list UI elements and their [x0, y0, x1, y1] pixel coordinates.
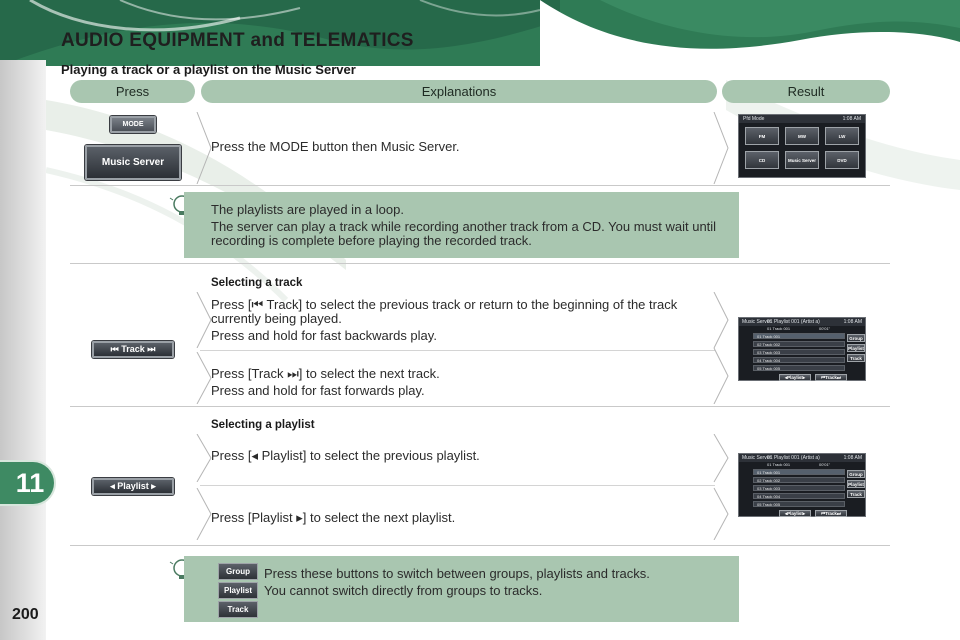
left-rail — [0, 60, 46, 640]
page-title: AUDIO EQUIPMENT and TELEMATICS — [61, 30, 414, 51]
screen-track-button: Track — [847, 490, 865, 498]
screen-track-row: 04 Track 004 — [753, 493, 845, 499]
divider — [70, 263, 890, 264]
screen-elapsed-time: 00'01" — [819, 326, 831, 331]
note-line: You cannot switch directly from groups to tracks. — [264, 583, 543, 598]
group-button[interactable]: Group — [218, 563, 258, 580]
screen-clock: 1:08 AM — [842, 116, 861, 122]
instruction-line: Press and hold for fast forwards play. — [211, 383, 425, 398]
screen-dvd-button: DVD — [825, 151, 859, 169]
screen-track-row: 02 Track 002 — [753, 477, 845, 483]
screen-elapsed-time: 00'01" — [819, 462, 831, 467]
screen-playlist-nav-button: ◂Playlist▸ — [779, 510, 811, 517]
instruction-line: Press [Track ⏭] to select the next track. — [211, 366, 440, 381]
divider — [200, 485, 715, 486]
screen-track-row: 01 Track 001 — [753, 469, 845, 475]
screen-cd-button: CD — [745, 151, 779, 169]
playlist-switch-button[interactable]: Playlist — [218, 582, 258, 599]
screen-track-row: 04 Track 004 — [753, 357, 845, 363]
track-switch-button[interactable]: Track — [218, 601, 258, 618]
chevron-right-icon — [712, 292, 730, 404]
result-screen-playlist-list — [738, 453, 866, 517]
result-screen-track-list — [738, 317, 866, 381]
playlist-next-text: Press [Playlist ▸] to select the next playlist. — [211, 510, 456, 525]
instruction-line: Press and hold for fast backwards play. — [211, 328, 437, 343]
playlist-previous-text: Press [◂ Playlist] to select the previous playlist. — [211, 448, 480, 463]
instruction-line: Press [⏮ Track] to select the previous track or return to the beginning of the track currently being played. — [211, 297, 678, 326]
note-line: Press these buttons to switch between groups, playlists and tracks. — [264, 566, 650, 581]
result-screen-mode-menu — [738, 114, 866, 178]
screen-track-nav-button: ⏮Track⏭ — [815, 510, 847, 517]
screen-title: Pfd Mode — [743, 116, 765, 122]
screen-playlist-nav-button: ◂Playlist▸ — [779, 374, 811, 381]
track-next-text — [211, 367, 711, 401]
divider — [70, 185, 890, 186]
screen-group-button: Group — [847, 334, 865, 342]
screen-track-row: 03 Track 003 — [753, 349, 845, 355]
track-previous-text — [211, 298, 711, 346]
chevron-right-icon — [712, 434, 730, 540]
column-header-result: Result — [722, 80, 890, 103]
note-text-switch — [264, 567, 708, 601]
page-number: 200 — [12, 606, 39, 623]
screen-clock: 1:08 AM — [843, 319, 862, 325]
screen-track-row: 02 Track 002 — [753, 341, 845, 347]
note-line: The server can play a track while recording another track from a CD. You must wait until recording is complete before playing the recorded track. — [211, 219, 717, 248]
divider — [70, 406, 890, 407]
screen-clock: 1:08 AM — [843, 455, 862, 461]
screen-playlist-button: Playlist — [848, 481, 864, 487]
screen-track-line: 01 Track 001 — [767, 326, 791, 331]
screen-track-row: 03 Track 003 — [753, 485, 845, 491]
mode-instruction: Press the MODE button then Music Server. — [211, 139, 460, 154]
screen-title: Music Server — [742, 319, 772, 325]
track-section-heading: Selecting a track — [211, 277, 303, 289]
screen-music-server-button: Music Server — [785, 151, 819, 169]
chevron-right-icon — [712, 112, 730, 184]
divider — [200, 350, 715, 351]
screen-group-button: Group — [847, 470, 865, 478]
column-header-press: Press — [70, 80, 195, 103]
playlist-button[interactable]: ◂ Playlist ▸ — [92, 478, 174, 495]
divider — [70, 545, 890, 546]
screen-track-row: 05 Track 005 — [753, 365, 845, 371]
screen-track-button: Track — [847, 354, 865, 362]
screen-playlist-button: Playlist — [848, 345, 864, 351]
section-title: Playing a track or a playlist on the Music Server — [61, 62, 356, 77]
screen-lw-button: LW — [825, 127, 859, 145]
screen-playlist-line: 01 Playlist 001 (Artist a) — [767, 319, 820, 325]
screen-track-row: 05 Track 005 — [753, 501, 845, 507]
note-line: The playlists are played in a loop. — [211, 202, 404, 217]
screen-fm-button: FM — [745, 127, 779, 145]
screen-track-row: 01 Track 001 — [753, 333, 845, 339]
mode-button[interactable]: MODE — [110, 116, 156, 133]
note-text-playlists — [211, 203, 721, 251]
playlist-section-heading: Selecting a playlist — [211, 419, 315, 431]
column-header-explanations: Explanations — [201, 80, 717, 103]
music-server-button[interactable]: Music Server — [85, 145, 181, 180]
screen-track-nav-button: ⏮Track⏭ — [815, 374, 847, 381]
screen-playlist-line: 01 Playlist 001 (Artist a) — [767, 455, 820, 461]
screen-track-line: 01 Track 001 — [767, 462, 791, 467]
screen-mw-button: MW — [785, 127, 819, 145]
screen-title: Music Server — [742, 455, 772, 461]
chapter-tab: 11 — [0, 462, 54, 504]
track-button[interactable]: ⏮ Track ⏭ — [92, 341, 174, 358]
